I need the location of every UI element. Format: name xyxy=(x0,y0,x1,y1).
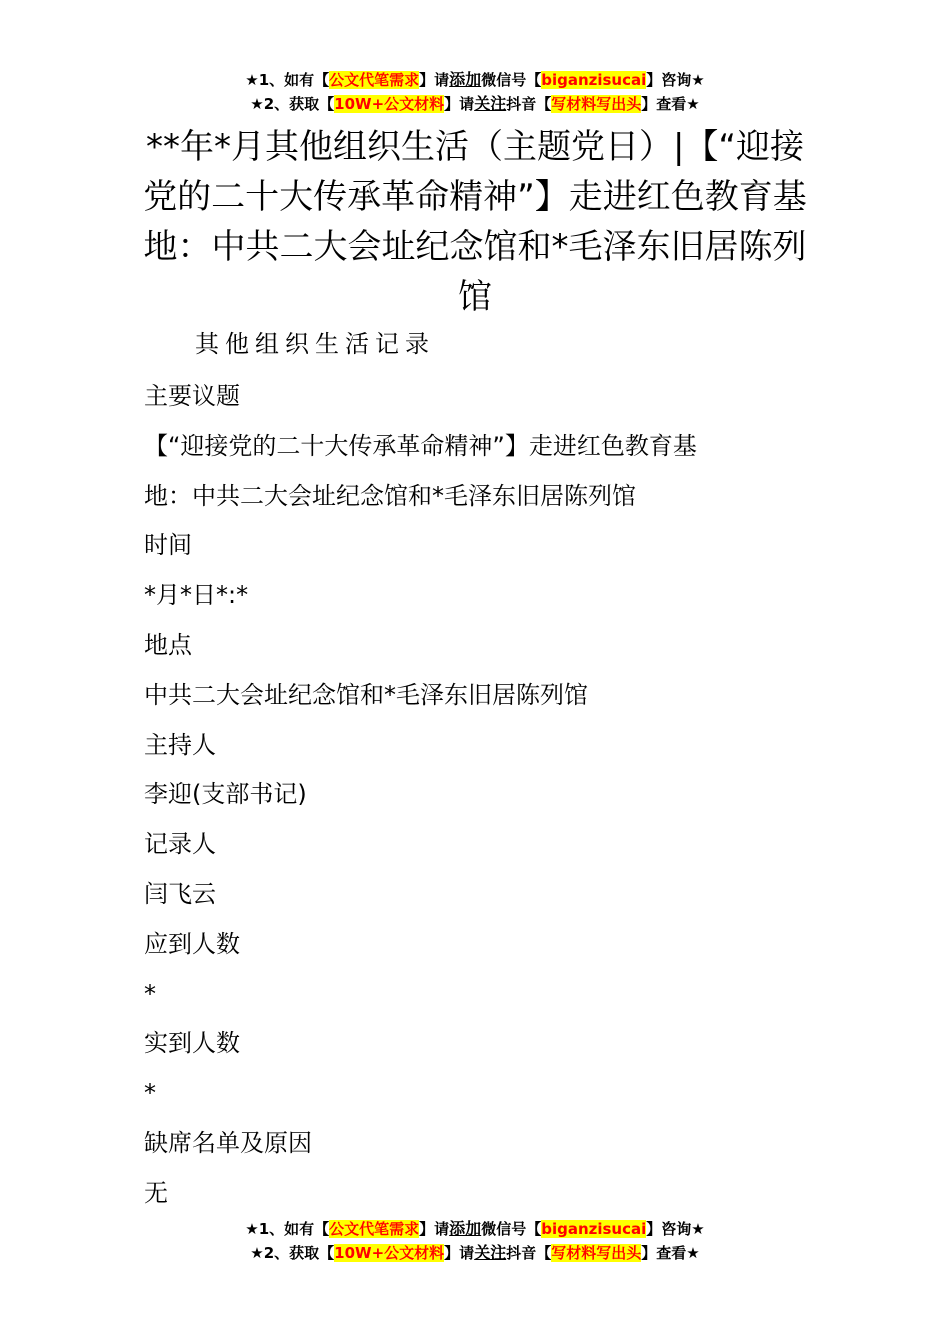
recorder-value: 闫飞云 xyxy=(144,879,216,908)
place-label: 地点 xyxy=(144,630,192,659)
promo-highlight: 10W+公文材料 xyxy=(334,95,445,113)
absent-value: 无 xyxy=(144,1178,168,1207)
actual-count-value: * xyxy=(144,1079,156,1108)
record-fields xyxy=(144,372,824,1219)
promo-text: 2、获取【 xyxy=(263,1244,335,1262)
promo-text: 1、如有【 xyxy=(258,1220,330,1238)
absent-label: 缺席名单及原因 xyxy=(144,1128,312,1157)
promo-text: 】查看 xyxy=(641,95,687,113)
document-title: **年*月其他组织生活（主题党日）|【“迎接党的二十大传承革命精神”】走进红色教育基地：中共二大会址纪念馆和*毛泽东旧居陈列馆 xyxy=(143,127,807,317)
promo-text: 2、获取【 xyxy=(263,95,335,113)
douyin-account: 写材料写出头 xyxy=(551,1244,642,1262)
star-icon: ★ xyxy=(686,1244,700,1262)
promo-text: 】查看 xyxy=(641,1244,687,1262)
recorder-label: 记录人 xyxy=(144,830,216,859)
promo-highlight: 10W+公文材料 xyxy=(334,1244,445,1262)
topic-value-cont: 地：中共二大会址纪念馆和*毛泽东旧居陈列馆 xyxy=(144,481,636,510)
promo-text: 抖音【 xyxy=(506,95,552,113)
promo-text: 抖音【 xyxy=(506,1244,552,1262)
promo-text: 】咨询 xyxy=(646,1220,692,1238)
promo-highlight: 公文代笔需求 xyxy=(329,71,420,89)
douyin-account: 写材料写出头 xyxy=(551,95,642,113)
host-label: 主持人 xyxy=(144,730,216,759)
promo-line-2 xyxy=(0,1241,950,1265)
promo-emphasis: 关注 xyxy=(474,1243,507,1262)
star-icon: ★ xyxy=(245,71,259,89)
promo-text: 】请 xyxy=(419,1220,450,1238)
place-value: 中共二大会址纪念馆和*毛泽东旧居陈列馆 xyxy=(144,680,588,709)
expected-count-value: * xyxy=(144,979,156,1008)
promo-emphasis: 添加 xyxy=(449,1219,482,1238)
promo-text: 】咨询 xyxy=(646,71,692,89)
header-promo-banner xyxy=(0,68,950,116)
promo-text: 微信号【 xyxy=(481,71,542,89)
star-icon: ★ xyxy=(245,1220,259,1238)
star-icon: ★ xyxy=(250,1244,264,1262)
time-value: *月*日*:* xyxy=(144,581,249,610)
expected-count-label: 应到人数 xyxy=(144,929,240,958)
star-icon: ★ xyxy=(686,95,700,113)
footer-promo-banner xyxy=(0,1217,950,1265)
wechat-id: biganzisucai xyxy=(541,71,647,89)
wechat-id: biganzisucai xyxy=(541,1220,647,1238)
promo-text: 微信号【 xyxy=(481,1220,542,1238)
document-subtitle: 其他组织生活记录 xyxy=(195,330,435,358)
star-icon: ★ xyxy=(691,1220,705,1238)
host-value: 李迎(支部书记) xyxy=(144,780,307,809)
promo-text: 】请 xyxy=(419,71,450,89)
promo-text: 1、如有【 xyxy=(258,71,330,89)
promo-line-1 xyxy=(0,68,950,92)
time-label: 时间 xyxy=(144,531,192,560)
star-icon: ★ xyxy=(250,95,264,113)
promo-text: 】请 xyxy=(444,95,475,113)
topic-value: 【“迎接党的二十大传承革命精神”】走进红色教育基 xyxy=(144,431,697,460)
promo-text: 】请 xyxy=(444,1244,475,1262)
star-icon: ★ xyxy=(691,71,705,89)
promo-emphasis: 关注 xyxy=(474,94,507,113)
topic-label: 主要议题 xyxy=(144,382,240,410)
promo-emphasis: 添加 xyxy=(449,70,482,89)
promo-line-1 xyxy=(0,1217,950,1241)
promo-highlight: 公文代笔需求 xyxy=(329,1220,420,1238)
promo-line-2 xyxy=(0,92,950,116)
actual-count-label: 实到人数 xyxy=(144,1029,240,1058)
